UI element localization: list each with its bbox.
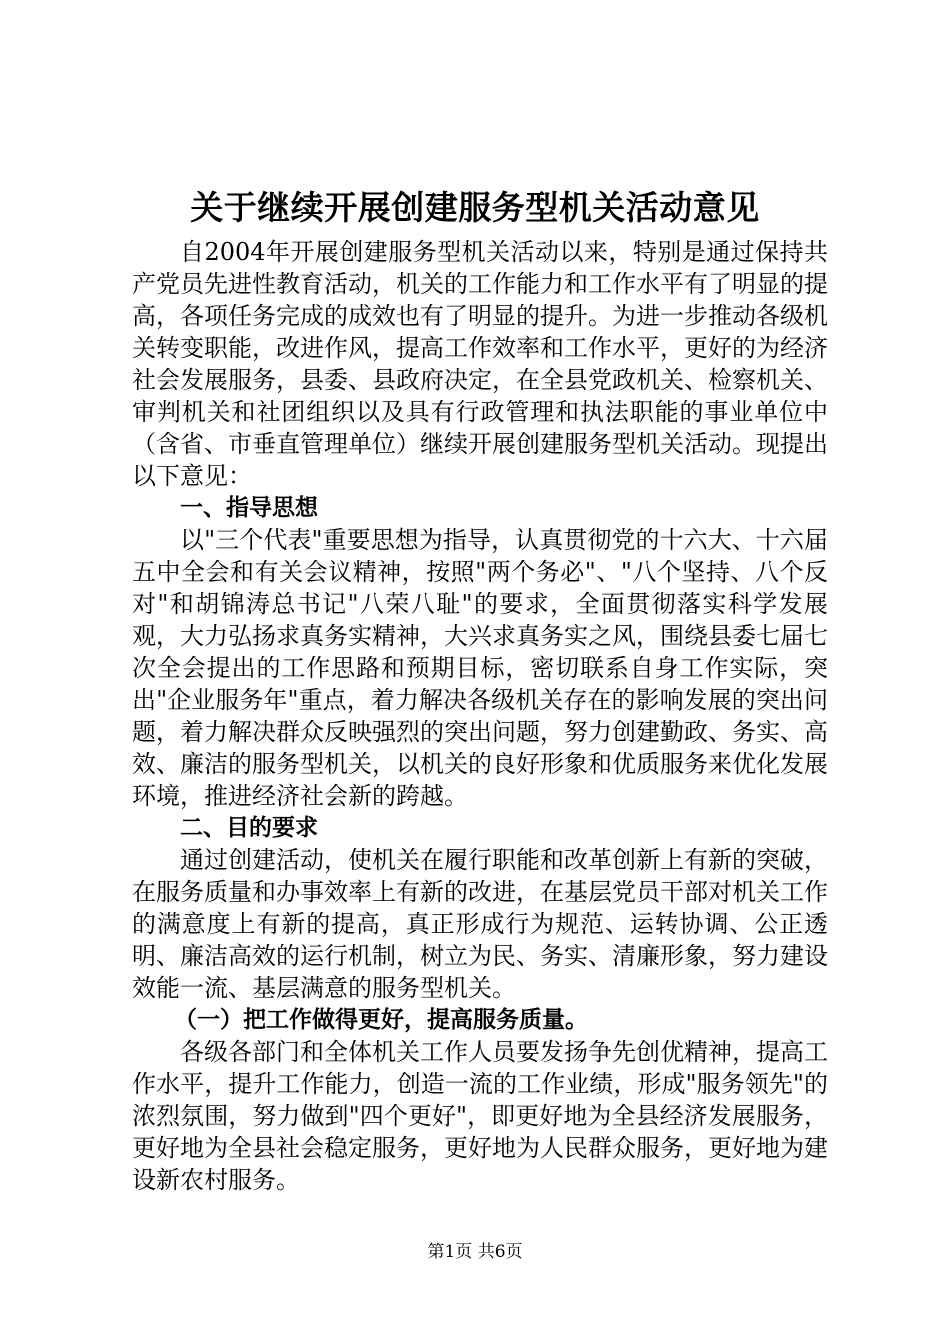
paragraph-guiding-ideology: 以"三个代表"重要思想为指导，认真贯彻党的十六大、十六届五中全会和有关会议精神，按照"两个务必"、"八个坚持、八个反对"和胡锦涛总书记"八荣八耻"的要求，全面贯彻落实科学发展观，大力弘扬求真务实精神，大兴求真务实之风，围绕县委七届七次全会提出的工作思路和预期目标，密切联系自身工作实际，突出"企业服务年"重点，着力解决各级机关存在的影响发展的突出问题，着力解决群众反映强烈的突出问题，努力创建勤政、务实、高效、廉洁的服务型机关，以机关的良好形象和优质服务来优化发展环境，推进经济社会新的跨越。 [132, 526, 828, 810]
page-number-footer: 第1页 共6页 [427, 1242, 523, 1262]
section-heading-guiding-ideology: 一、指导思想 [180, 495, 318, 521]
paragraph-service-quality: 各级各部门和全体机关工作人员要发扬争先创优精神，提高工作水平，提升工作能力，创造一流的工作业绩，形成"服务领先"的浓烈氛围，努力做到"四个更好"，即更好地为全县经济发展服务，更好地为全县社会稳定服务，更好地为人民群众服务，更好地为建设新农村服务。 [132, 1038, 828, 1194]
document-body [132, 236, 828, 1196]
subsection-heading-service-quality: （一）把工作做得更好，提高服务质量。 [174, 1007, 588, 1033]
document-title: 关于继续开展创建服务型机关活动意见 [190, 188, 760, 227]
paragraph-intro: 自2004年开展创建服务型机关活动以来，特别是通过保持共产党员先进性教育活动，机关的工作能力和工作水平有了明显的提高，各项任务完成的成效也有了明显的提升。为进一步推动各级机关转变职能，改进作风，提高工作效率和工作水平，更好的为经济社会发展服务，县委、县政府决定，在全县党政机关、检察机关、审判机关和社团组织以及具有行政管理和执法职能的事业单位中（含省、市垂直管理单位）继续开展创建服务型机关活动。现提出以下意见： [132, 238, 828, 490]
paragraph-objectives: 通过创建活动，使机关在履行职能和改革创新上有新的突破，在服务质量和办事效率上有新的改进，在基层党员干部对机关工作的满意度上有新的提高，真正形成行为规范、运转协调、公正透明、廉洁高效的运行机制，树立为民、务实、清廉形象，努力建设效能一流、基层满意的服务型机关。 [132, 846, 828, 1002]
section-heading-objectives: 二、目的要求 [180, 815, 318, 841]
